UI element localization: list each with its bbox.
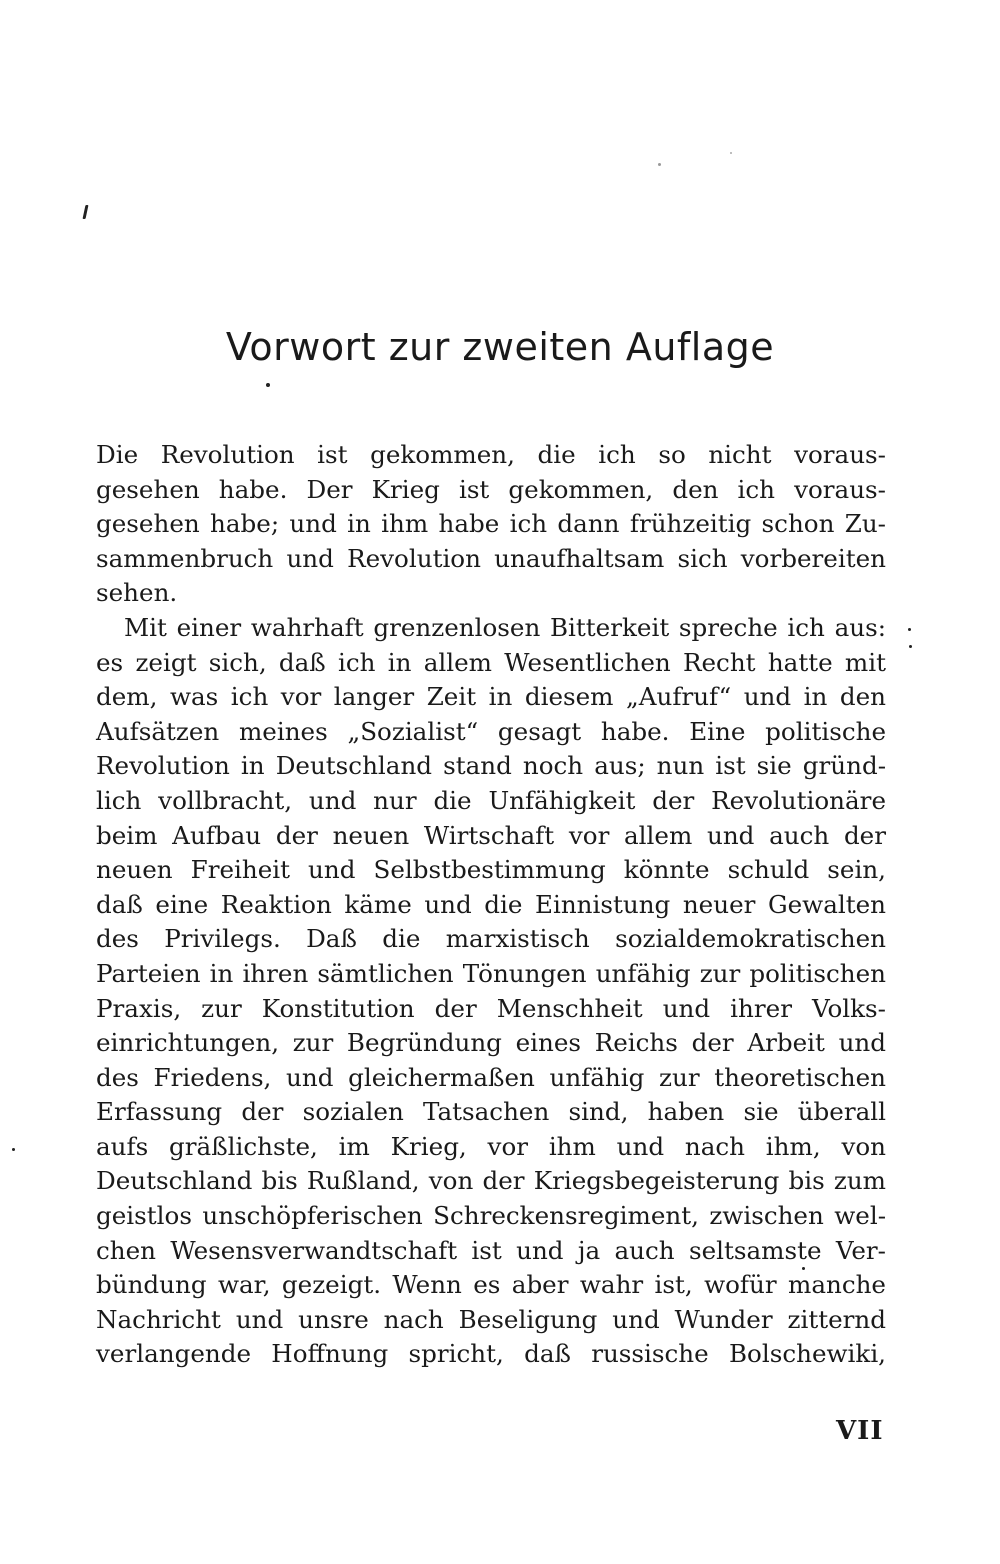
text-line: daß eine Reaktion käme und die Einnistung neuer Gewalten [96,889,886,919]
text-line: sehen. [96,578,178,608]
text-line: Parteien in ihren sämtlichen Tönungen unfähig zur politischen [96,958,886,988]
page-number: VII [836,1416,884,1446]
text-line: geistlos unschöpferischen Schreckensregiment, zwischen wel- [96,1201,886,1231]
text-line: des Privilegs. Daß die marxistisch sozialdemokratischen [96,924,886,954]
text-line: beim Aufbau der neuen Wirtschaft vor allem und auch der [96,820,886,850]
text-line: Mit einer wahrhaft grenzenlosen Bitterkeit spreche ich aus: [124,612,886,642]
text-line: gesehen habe. Der Krieg ist gekommen, den ich voraus- [96,474,886,504]
ink-speck [12,1148,15,1151]
text-line: Praxis, zur Konstitution der Menschheit und ihrer Volks- [96,993,886,1023]
text-line: Erfassung der sozialen Tatsachen sind, haben sie überall [96,1097,886,1127]
ink-speck [909,645,912,648]
ink-speck [83,205,89,219]
page-title: Vorwort zur zweiten Auflage [225,325,775,369]
text-line: gesehen habe; und in ihm habe ich dann frühzeitig schon Zu- [96,509,886,539]
text-line: sammenbruch und Revolution unaufhaltsam sich vorbereiten [96,543,886,573]
text-line: bündung war, gezeigt. Wenn es aber wahr ist, wofür manche [96,1270,886,1300]
text-line: Die Revolution ist gekommen, die ich so nicht voraus- [96,440,886,469]
ink-speck [658,163,661,166]
text-line: chen Wesensverwandtschaft ist und ja auch seltsamste Ver- [96,1235,886,1265]
text-line: Deutschland bis Rußland, von der Kriegsbegeisterung bis zum [96,1166,886,1196]
text-line: Aufsätzen meines „Sozialist“ gesagt habe. Eine politische [96,716,886,746]
text-line: verlangende Hoffnung spricht, daß russische Bolschewiki, [96,1339,886,1369]
ink-speck [730,152,732,154]
ink-speck [266,383,270,387]
text-line: Nachricht und unsre nach Beseligung und Wunder zitternd [96,1304,886,1334]
text-line: einrichtungen, zur Begründung eines Reichs der Arbeit und [96,1028,886,1058]
body-text [96,438,886,1372]
text-line: neuen Freiheit und Selbstbestimmung könnte schuld sein, [96,855,886,885]
text-line: es zeigt sich, daß ich in allem Wesentlichen Recht hatte mit [96,647,886,677]
text-line: aufs gräßlichste, im Krieg, vor ihm und nach ihm, von [96,1131,886,1161]
text-line: lich vollbracht, und nur die Unfähigkeit der Revolutionäre [96,785,886,815]
text-line: Revolution in Deutschland stand noch aus; nun ist sie gründ- [96,751,886,781]
text-line: dem, was ich vor langer Zeit in diesem „Aufruf“ und in den [96,682,886,712]
ink-speck [908,628,911,631]
text-line: des Friedens, und gleichermaßen unfähig zur theoretischen [96,1062,886,1092]
